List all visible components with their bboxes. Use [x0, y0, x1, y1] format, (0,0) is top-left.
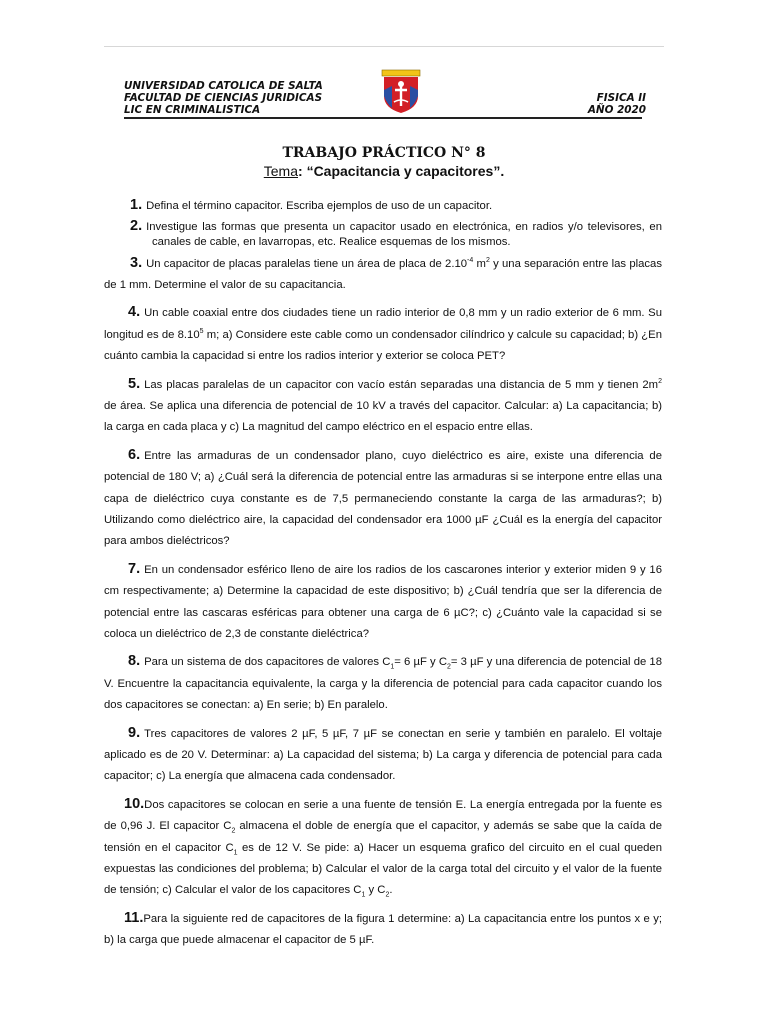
exercise-text: Defina el término capacitor. Escriba ejemplos de uso de un capacitor. [146, 200, 493, 212]
exercise-7 [104, 559, 662, 646]
assignment-title: TRABAJO PRÁCTICO N° 8 [282, 145, 486, 161]
exercise-number: 8. [128, 653, 141, 670]
exercise-number: 5. [128, 375, 141, 392]
exercise-1 [104, 198, 662, 215]
exercise-6 [104, 445, 662, 553]
exercise-11 [104, 908, 662, 952]
header-divider [124, 117, 642, 119]
exercise-10 [104, 794, 662, 902]
faculty-name: FACULTAD DE CIENCIAS JURIDICAS [124, 92, 323, 104]
exercise-text: Un cable coaxial entre dos ciudades tiene un radio interior de 0,8 mm y un radio exterior de 6 mm. Su longitud es de 8.10 [104, 307, 662, 341]
exercise-text-cont: = 3 µF y una diferencia de potencial de 18 V. Encuentre la capacitancia equivalente, la carga y la diferencia de potencial para cada capacitor cuando los dos capacitores se conectan: a) En serie; b) En paralelo. [104, 656, 662, 712]
exercise-number: 2. [130, 217, 143, 234]
topic-separator: : [298, 163, 307, 179]
page-top-divider [104, 46, 664, 47]
exercise-text: Un capacitor de placas paralelas tiene un área de placa de 2.10 [146, 257, 468, 270]
subscript: 1 [361, 891, 366, 899]
subject-name: FISICA II [596, 92, 646, 104]
university-crest-icon [378, 68, 424, 114]
exercise-text: Las placas paralelas de un capacitor con vacío están separadas una distancia de 5 mm y tienen 2m [144, 378, 659, 391]
exercise-text-cont: y C [365, 884, 386, 897]
exercise-number: 4. [128, 304, 141, 321]
exercise-text-cont: . [389, 884, 393, 897]
exercise-number: 6. [128, 446, 141, 463]
exercise-number: 7. [128, 560, 141, 577]
exercise-list [104, 198, 662, 958]
subscript: 2 [385, 891, 390, 899]
exercise-text: Para la siguiente red de capacitores de la figura 1 determine: a) La capacitancia entre los puntos x e y; b) la carga que puede almacenar el capacitor de 5 µF. [104, 912, 662, 947]
exercise-text-cont: y una separación entre las placas de 1 mm. Determine el valor de su capacitancia. [104, 257, 662, 291]
exercise-text-cont: de área. Se aplica una diferencia de potencial de 10 kV a través del capacitor. Calcular: a) La capacitancia; b) la carga en cada placa y c) La magnitud del campo eléctrico en el espacio entre ellas. [104, 399, 662, 434]
exercise-number: 3. [130, 254, 143, 271]
exercise-text-cont: es de 12 V. Se pide: a) Hacer un esquema grafico del circuito en el cual queden expuestas las condiciones del problema; b) Calcular el valor de la carga total del circuito y el valor de la fuente de tensión; c) Calcular el valor de los capacitores C [104, 841, 662, 897]
subscript: 1 [390, 663, 395, 671]
exponent: 2 [658, 377, 662, 385]
exercise-text: Investigue las formas que presenta un capacitor usado en electrónica, en radios y/o televisores, en canales de cable, en lavarropas, etc. Realice esquemas de los mismos. [146, 220, 662, 248]
exercise-4 [104, 302, 662, 367]
university-name: UNIVERSIDAD CATOLICA DE SALTA [124, 80, 323, 92]
topic-text: “Capacitancia y capacitores”. [306, 163, 505, 179]
subscript: 2 [447, 663, 451, 671]
exercise-number: 10. [124, 795, 145, 812]
exponent: 2 [485, 256, 490, 264]
exercise-text: Tres capacitores de valores 2 µF, 5 µF, 7 µF se conectan en serie y también en paralelo. El voltaje aplicado es de 20 V. Determinar: a) La capacidad del sistema; b) La carga y diferencia de potencial para cada capacitor; c) La energía que almacena cada condensador. [104, 727, 662, 783]
exercise-5 [104, 374, 662, 439]
exercise-text: En un condensador esférico lleno de aire los radios de los cascarones interior y exterior miden 9 y 16 cm respectivamente; a) Determine la capacidad de este dispositivo; b) ¿Cuál tendría que ser la diferencia de potencial entre las cascaras esféricas para obtener una carga de 6 µC?; c) ¿Cuánto vale la capacidad si se coloca un dieléctrico de 2,3 de constante dieléctrica? [104, 563, 662, 640]
institution-header [124, 80, 384, 116]
exercise-text: Dos capacitores se colocan en serie a una fuente de tensión E. La energía entregada por la fuente es de 0,96 J. El capacitor C [104, 798, 662, 833]
topic-line [104, 162, 664, 181]
exercise-9 [104, 723, 662, 788]
exercise-number: 9. [128, 724, 141, 741]
exponent: -4 [467, 256, 474, 264]
exercise-number: 11. [124, 909, 144, 926]
exercise-3 [104, 253, 662, 297]
document-title [104, 144, 664, 181]
topic-label: Tema [263, 163, 298, 179]
exercise-text: Entre las armaduras de un condensador plano, cuyo dieléctrico es aire, existe una diferencia de potencial de 180 V; a) ¿Cuál será la diferencia de potencial entre las armaduras si se interpone entre ellas una capa de dieléctrico cuya constante es de 7,5 permaneciendo constante la carga de las armaduras?; b) Utilizando como dieléctrico aire, la capacidad del condensador era 1000 µF ¿Cuál es la energía del capacitor para ambos dieléctricos? [104, 449, 662, 548]
exercise-number: 1. [130, 197, 143, 213]
career-name: LIC EN CRIMINALISTICA [124, 104, 261, 116]
subscript: 1 [233, 848, 238, 856]
subscript: 2 [231, 827, 236, 835]
exercise-text-cont: = 6 µF y C [394, 656, 447, 669]
exercise-text-cont: almacena el doble de energía que el capacitor, y además se sabe que la caída de tensión en el capacitor C [104, 820, 662, 854]
exercise-text-cont: m [473, 257, 486, 270]
exercise-text: Para un sistema de dos capacitores de valores C [144, 656, 391, 669]
exponent: 5 [199, 327, 204, 335]
course-header [526, 92, 646, 116]
exercise-8 [104, 651, 662, 716]
course-year: AÑO 2020 [587, 104, 646, 116]
exercise-text-cont: m; a) Considere este cable como un condensador cilíndrico y calcule su capacidad; b) ¿En cuánto cambia la capacidad si entre los radios interior y exterior se coloca PET? [104, 328, 662, 363]
exercise-2 [104, 219, 662, 251]
